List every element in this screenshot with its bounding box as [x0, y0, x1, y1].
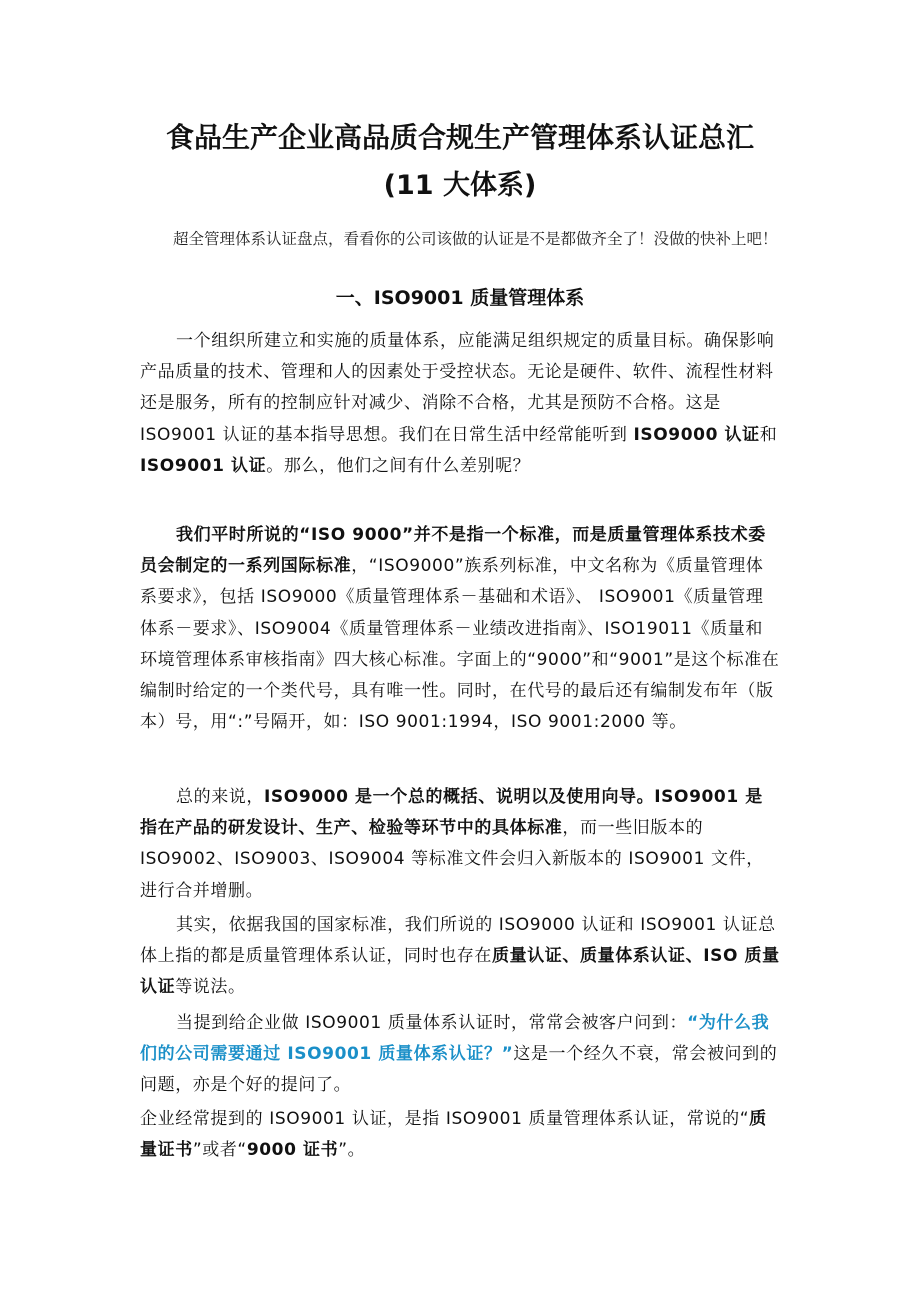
bold-term: ISO9001 认证 — [140, 455, 267, 476]
text-span: 和 — [759, 424, 778, 445]
text-span: 企业经常提到的 ISO9001 认证，是指 ISO9001 质量管理体系认证，常说的“ — [140, 1109, 750, 1129]
bold-statement: ISO9000 是一个总的概括、说明以及使用向导。ISO9001 是指在产品的研发设计、生产、检验等环节中的具体标准 — [140, 787, 763, 839]
bold-statement: 我们平时所说的“ISO 9000”并不是指一个标准，而是质量管理体系技术委员会制定的一系列国际标准 — [140, 525, 766, 577]
text-span: 其实，依据我国的国家标准，我们所说的 ISO9000 认证和 ISO9001 认证总体上指的都是质量管理体系认证，同时也存在 — [140, 915, 776, 967]
text-span: ”。 — [338, 1140, 366, 1161]
document-subtitle: (11 大体系) — [383, 170, 537, 201]
paragraph-2 — [140, 520, 780, 738]
text-span: 当提到给企业做 ISO9001 质量体系认证时，常常会被客户问到： — [176, 1013, 688, 1033]
bold-term: 9000 证书 — [246, 1140, 339, 1161]
bold-term: ISO9000 认证 — [633, 424, 760, 445]
text-span: 等说法。 — [175, 977, 246, 998]
document-title: 食品生产企业高品质合规生产管理体系认证总汇 — [165, 121, 754, 154]
text-span: 这是一个经久不衰，常会被问到的问题，亦是个好的提问了。 — [140, 1044, 778, 1096]
section-heading: 一、ISO9001 质量管理体系 — [335, 287, 585, 309]
text-span: 。那么，他们之间有什么差别呢？ — [266, 455, 531, 476]
text-span: ”或者“ — [192, 1140, 247, 1161]
text-span: ，而一些旧版本的 ISO9002、ISO9003、ISO9004 等标准文件会归入新版本的 ISO9001 文件，进行合并增删。 — [140, 818, 764, 901]
paragraph-5 — [140, 1008, 780, 1102]
bold-term: 质量证书 — [140, 1109, 767, 1161]
paragraph-1 — [140, 326, 780, 482]
bold-term: 质量认证、质量体系认证、ISO 质量认证 — [140, 946, 780, 998]
text-span: 总的来说， — [176, 787, 264, 807]
paragraph-4 — [140, 910, 780, 1004]
text-span: ，“ISO9000”族系列标准，中文名称为《质量管理体系要求》，包括 ISO9000《质量管理体系－基础和术语》、 ISO9001《质量管理体系－要求》、ISO9004《质量管理体系－业绩改进指南》、ISO19011《质量和环境管理体系审核指南》四大核心标准。字面上的“9000”和“9001”是这个标准在编制时给定的一个类代号，具有唯一性。同时，在代号的最后还有编制发布年（版本）号，用“:”号隔开，如：ISO 9001:1994，ISO 9001:2000 等。 — [140, 556, 780, 733]
paragraph-6 — [140, 1104, 780, 1166]
highlighted-question: “为什么我们的公司需要通过 ISO9001 质量体系认证？” — [140, 1013, 770, 1065]
intro-paragraph: 超全管理体系认证盘点，看看你的公司该做的认证是不是都做齐全了！没做的快补上吧！ — [173, 230, 778, 248]
text-span: 一个组织所建立和实施的质量体系，应能满足组织规定的质量目标。确保影响产品质量的技术、管理和人的因素处于受控状态。无论是硬件、软件、流程性材料还是服务，所有的控制应针对减少、消除不合格，尤其是预防不合格。这是 ISO9001 认证的基本指导思想。我们在日常生活中经常能听到 — [140, 331, 775, 445]
paragraph-3 — [140, 782, 780, 907]
